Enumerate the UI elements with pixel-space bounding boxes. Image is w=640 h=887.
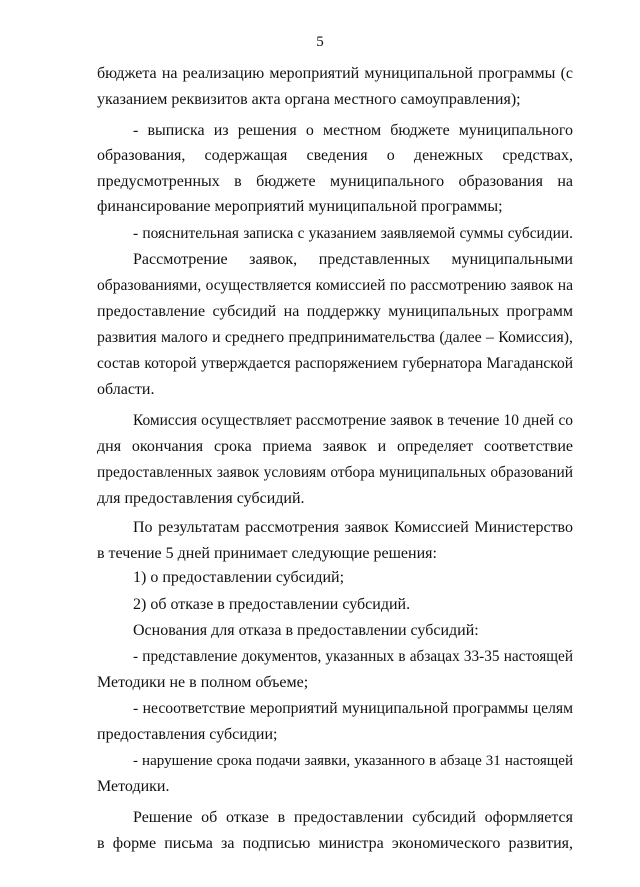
text-line: Комиссия осуществляет рассмотрение заявок в течение 10 дней со [133, 412, 573, 429]
text-line: - несоответствие мероприятий муниципальной программы целям [133, 700, 573, 717]
text-line: указанием реквизитов акта органа местного самоуправления); [97, 91, 521, 108]
text-line: области. [97, 381, 155, 398]
text-line: 1) о предоставлении субсидий; [133, 569, 345, 586]
text-line: предоставления субсидии; [97, 726, 278, 743]
text-line: бюджета на реализацию мероприятий муниципальной программы (с [97, 65, 573, 82]
text-line: развития малого и среднего предпринимательства (далее – Комиссия), [97, 329, 573, 346]
text-line: состав которой утверждается распоряжением губернатора Магаданской [97, 355, 573, 372]
text-line: Основания для отказа в предоставлении субсидий: [133, 622, 479, 639]
text-line: - пояснительная записка с указанием заявляемой суммы субсидии. [133, 225, 573, 242]
text-line: образования, содержащая сведения о денежных средствах, [97, 147, 573, 164]
text-line: для предоставления субсидий. [97, 490, 305, 507]
text-line: предоставление субсидий на поддержку муниципальных программ [97, 303, 573, 320]
text-line: дня окончания срока приема заявок и определяет соответствие [97, 438, 573, 455]
text-line: По результатам рассмотрения заявок Комиссией Министерство [133, 519, 573, 536]
text-line: предусмотренных в бюджете муниципального образования на [97, 173, 573, 190]
text-line: в форме письма за подписью министра экономического развития, [97, 835, 573, 852]
text-line: Методики. [97, 778, 170, 795]
text-line: - нарушение срока подачи заявки, указанного в абзаце 31 настоящей [133, 753, 573, 769]
text-line: - представление документов, указанных в абзацах 33-35 настоящей [133, 648, 573, 665]
text-line: 2) об отказе в предоставлении субсидий. [133, 596, 411, 613]
text-line: финансирование мероприятий муниципальной программы; [97, 198, 503, 215]
text-line: образованиями, осуществляется комиссией по рассмотрению заявок на [97, 277, 573, 294]
text-line: предоставленных заявок условиям отбора муниципальных образований [97, 464, 573, 481]
text-line: Решение об отказе в предоставлении субсидий оформляется [133, 809, 573, 826]
text-line: - выписка из решения о местном бюджете муниципального [133, 122, 573, 139]
page-number: 5 [316, 34, 324, 50]
text-line: Методики не в полном объеме; [97, 674, 309, 691]
text-line: Рассмотрение заявок, представленных муниципальными [133, 251, 573, 268]
text-line: в течение 5 дней принимает следующие решения: [97, 545, 437, 562]
